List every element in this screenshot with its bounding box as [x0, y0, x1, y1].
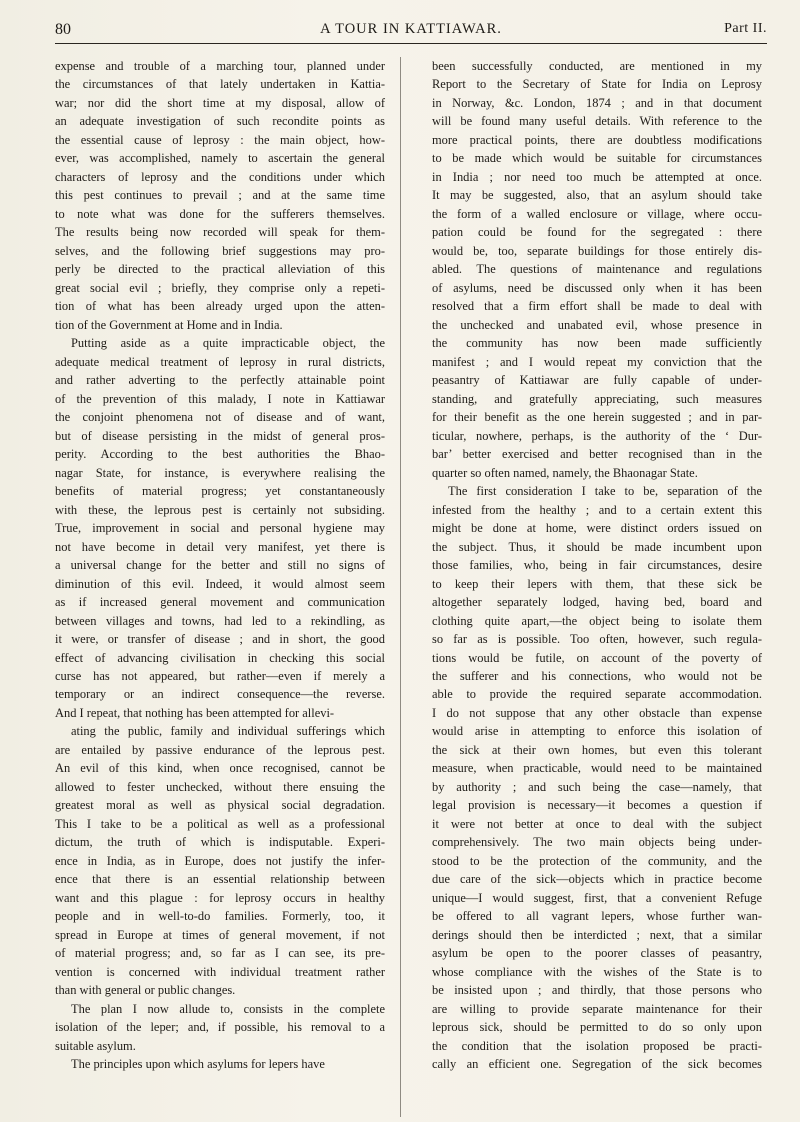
text-line: the form of a walled enclosure or village, where occu- — [432, 206, 762, 221]
text-line: ating the public, family and individual sufferings which — [71, 724, 385, 739]
text-line: of material progress; and, so far as I can see, its pre- — [55, 946, 385, 961]
text-line: peasantry of Kattiawar are fully capable of under- — [432, 373, 762, 388]
text-line: due care of the sick—objects which in practice become — [432, 872, 762, 887]
text-line: pation could be found for the segregated : there — [432, 225, 762, 240]
text-line: resolved that a firm effort shall be made to deal with — [432, 299, 762, 314]
text-line: nagar State, for instance, is everywhere realising the — [55, 465, 385, 480]
text-line: I do not suppose that any other obstacle than expense — [432, 705, 762, 720]
text-line: those families, who, being in fair circumstances, desire — [432, 558, 762, 573]
text-line: selves, and the following brief suggestions may pro- — [55, 243, 385, 258]
text-line: stood to be the protection of the community, and the — [432, 853, 762, 868]
text-line: than with general or public changes. — [55, 983, 236, 998]
text-line: an adequate investigation of such recondite points as — [55, 114, 385, 129]
text-line: ence that there is an essential relationship between — [55, 872, 385, 887]
text-line: altogether separately lodged, having bed, board and — [432, 595, 762, 610]
text-line: in India ; nor need too much be attempted at once. — [432, 169, 762, 184]
text-line: allowed to fester unchecked, without there ensuing the — [55, 779, 385, 794]
text-line: benefits of material progress; yet constantaneously — [55, 484, 385, 499]
text-line: isolation of the leper; and, if possible, his removal to a — [55, 1020, 385, 1035]
text-line: leprous sick, should be permitted to do so only upon — [432, 1020, 762, 1035]
text-line: infested from the healthy ; and to a certain extent this — [432, 502, 762, 517]
text-line: between villages and towns, had led to a rekindling, as — [55, 613, 385, 628]
text-line: dictum, the truth of which is indisputable. Experi- — [55, 835, 385, 850]
text-line: characters of leprosy and the conditions under which — [55, 169, 385, 184]
text-line: Putting aside as a quite impracticable object, the — [71, 336, 385, 351]
text-line: effect of advancing civilisation in checking this social — [55, 650, 385, 665]
text-line: comprehensively. The two main objects being under- — [432, 835, 762, 850]
text-line: with these, the leprous pest is certainly not subsiding. — [55, 502, 385, 517]
text-line: The principles upon which asylums for lepers have — [71, 1057, 325, 1072]
text-line: perity. According to the best authorities the Bhao- — [55, 447, 385, 462]
text-line: great social evil ; briefly, they comprise only a repeti- — [55, 280, 385, 295]
text-line: diminution of this evil. Indeed, it would almost seem — [55, 576, 385, 591]
text-line: be insisted upon ; and thirdly, that those persons who — [432, 983, 762, 998]
text-line: ence in India, as in Europe, does not justify the infer- — [55, 853, 385, 868]
text-line: are willing to provide separate maintenance for their — [432, 1001, 762, 1016]
text-line: ticular, nowhere, perhaps, is the authority of the ‘ Dur- — [432, 428, 762, 443]
text-line: for their benefit as the one herein suggested ; and in par- — [432, 410, 762, 425]
text-line: An evil of this kind, when once recognised, cannot be — [55, 761, 385, 776]
text-line: a universal change for the better and still no signs of — [55, 558, 385, 573]
text-line: be offered to all vagrant lepers, whose further wan- — [432, 909, 762, 924]
text-line: suitable asylum. — [55, 1038, 136, 1053]
text-line: the condition that the isolation proposed be practi- — [432, 1038, 762, 1053]
text-line: by authority ; and such being the case—namely, that — [432, 779, 762, 794]
text-line: would be, too, separate buildings for those entirely dis- — [432, 243, 762, 258]
text-line: asylum be open to the poorer classes of peasantry, — [432, 946, 762, 961]
text-line: temporary or an indirect consequence—the reverse. — [55, 687, 385, 702]
text-line: curse has not appeared, but rather—even if merely a — [55, 668, 385, 683]
text-line: tions would be futile, on account of the poverty of — [432, 650, 762, 665]
text-line: perly be directed to the practical alleviation of this — [55, 262, 385, 277]
text-line: the circumstances of that lately undertaken in Kattia- — [55, 77, 385, 92]
text-line: It may be suggested, also, that an asylum should take — [432, 188, 762, 203]
text-line: in Norway, &c. London, 1874 ; and in that document — [432, 95, 762, 110]
text-line: ever, was accomplished, namely to ascertain the general — [55, 151, 385, 166]
text-line: adequate medical treatment of leprosy in rural districts, — [55, 354, 385, 369]
text-line: measure, when practicable, would need to be maintained — [432, 761, 762, 776]
text-line: quarter so often named, namely, the Bhaonagar State. — [432, 465, 698, 480]
text-line: to keep their lepers with them, that these sick be — [432, 576, 762, 591]
text-line: spread in Europe at times of general movement, if not — [55, 927, 385, 942]
text-line: standing, and gratefully appreciating, such measures — [432, 391, 762, 406]
text-line: Report to the Secretary of State for India on Leprosy — [432, 77, 762, 92]
text-line: more practical points, there are doubtless modifications — [432, 132, 762, 147]
text-line: it were, or transfer of disease ; and in short, the good — [55, 632, 385, 647]
text-line: greatest moral as well as physical social degradation. — [55, 798, 385, 813]
text-line: and rather adverting to the perfectly attainable point — [55, 373, 385, 388]
header-rule — [55, 43, 767, 44]
text-line: will be found many useful details. With reference to the — [432, 114, 762, 129]
text-line: been successfully conducted, are mentioned in my — [432, 59, 762, 73]
text-line: as if increased general movement and communication — [55, 595, 385, 610]
text-line: legal provision is necessary—it becomes a question if — [432, 798, 762, 813]
text-line: the sick at their own homes, but even this tolerant — [432, 742, 762, 757]
page-number: 80 — [55, 21, 71, 38]
text-line: vention is concerned with individual treatment rather — [55, 964, 385, 979]
text-line: tion of what has been already urged upon the atten- — [55, 299, 385, 314]
text-line: tion of the Government at Home and in India. — [55, 317, 283, 332]
text-line: the conjoint phenomena not of disease and of want, — [55, 410, 385, 425]
running-title: A TOUR IN KATTIAWAR. — [320, 21, 502, 37]
text-line: so far as is possible. Too often, however, such regula- — [432, 632, 762, 647]
text-line: might be done at home, were distinct orders issued on — [432, 521, 762, 536]
text-line: want and this plague : for leprosy occurs in healthy — [55, 890, 385, 905]
text-line: expense and trouble of a marching tour, planned under — [55, 59, 385, 73]
text-line: the essential cause of leprosy : the main object, how- — [55, 132, 385, 147]
running-header — [55, 19, 767, 41]
text-line: True, improvement in social and personal hygiene may — [55, 521, 385, 536]
text-line: The first consideration I take to be, separation of the — [448, 484, 762, 499]
text-line: it were not better at once to deal with the subject — [432, 816, 762, 831]
text-line: The plan I now allude to, consists in the complete — [71, 1001, 385, 1016]
text-line: the subject. Thus, it should be made incumbent upon — [432, 539, 762, 554]
text-line: unique—I would suggest, first, that a convenient Refuge — [432, 890, 762, 905]
text-line: able to provide the required separate accommodation. — [432, 687, 762, 702]
text-line: bar’ better exercised and better recognised than in the — [432, 447, 762, 462]
right-column — [432, 57, 762, 1074]
left-column — [55, 57, 385, 1074]
text-line: the sufferer and his connections, who would not be — [432, 668, 762, 683]
text-line: would arise in attempting to enforce this isolation of — [432, 724, 762, 739]
text-line: clothing quite apart,—the object being to isolate them — [432, 613, 762, 628]
text-line: The results being now recorded will speak for them- — [55, 225, 385, 240]
text-line: not have become in detail very manifest, yet there is — [55, 539, 385, 554]
text-line: are entailed by passive endurance of the leprous pest. — [55, 742, 385, 757]
text-line: derings should then be interdicted ; next, that a similar — [432, 927, 762, 942]
part-label: Part II. — [724, 21, 767, 36]
text-line: the community has now been made sufficiently — [432, 336, 762, 351]
text-line: manifest ; and I would repeat my conviction that the — [432, 354, 762, 369]
text-line: war; nor did the short time at my disposal, allow of — [55, 95, 385, 110]
text-line: abled. The questions of maintenance and regulations — [432, 262, 762, 277]
text-line: people and in well-to-do families. Formerly, too, it — [55, 909, 385, 924]
text-line: to be made which would be suitable for circumstances — [432, 151, 762, 166]
text-line: but of disease persisting in the midst of general pros- — [55, 428, 385, 443]
text-line: this pest continues to prevail ; and at the same time — [55, 188, 385, 203]
text-line: This I take to be a political as well as a professional — [55, 816, 385, 831]
text-line: cally an efficient one. Segregation of the sick becomes — [432, 1057, 762, 1072]
text-line: the unchecked and unabated evil, whose presence in — [432, 317, 762, 332]
column-divider — [400, 57, 401, 1117]
text-line: to note what was done for the sufferers themselves. — [55, 206, 385, 221]
text-line: whose compliance with the wishes of the State is to — [432, 964, 762, 979]
text-line: of the prevention of this malady, I note in Kattiawar — [55, 391, 385, 406]
text-line: of asylums, need be discussed only when it has been — [432, 280, 762, 295]
text-line: And I repeat, that nothing has been attempted for allevi- — [55, 705, 335, 720]
